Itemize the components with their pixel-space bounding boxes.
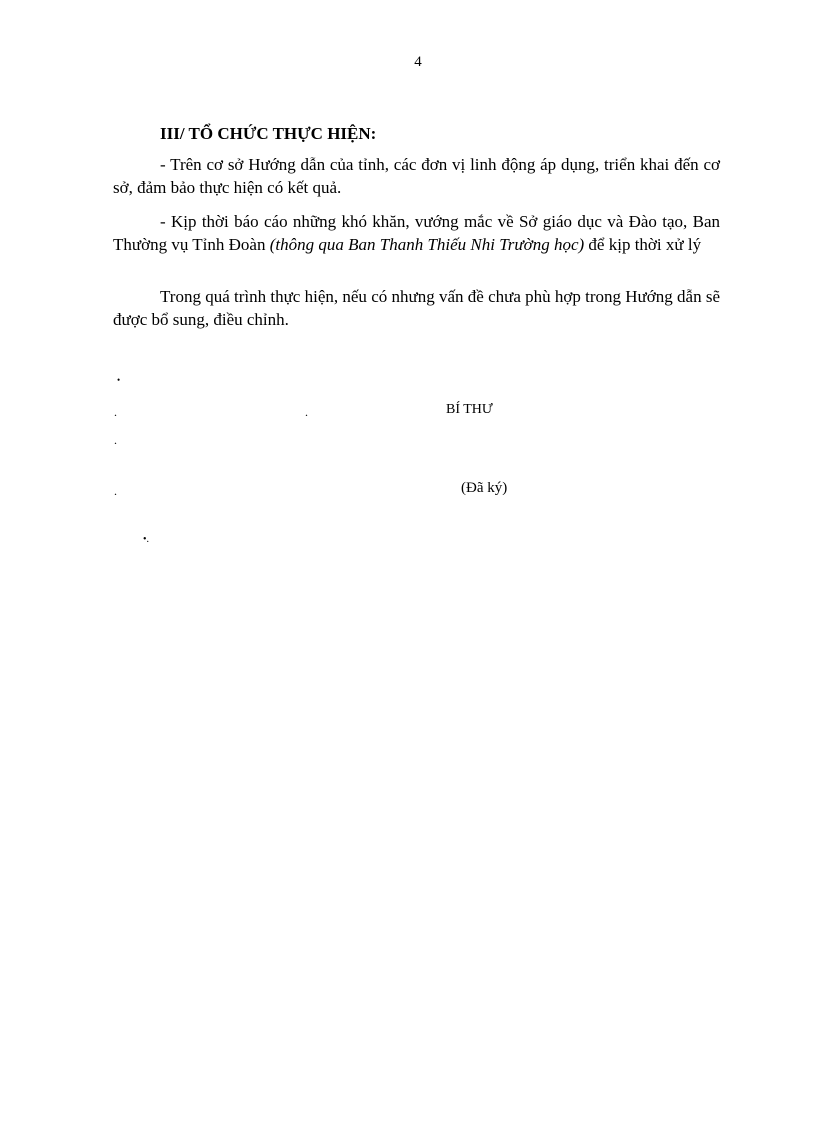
paragraph-adjustment-note: Trong quá trình thực hiện, nếu có nhưng vấn đề chưa phù hợp trong Hướng dẫn sẽ được bổ sung, điều chỉnh. bbox=[113, 287, 720, 329]
stray-dot-mark: . bbox=[305, 405, 308, 419]
signature-signed-note: (Đã ký) bbox=[461, 480, 508, 496]
stray-dot-mark: . bbox=[114, 405, 117, 419]
paragraph-guidance-application: - Trên cơ sở Hướng dẫn của tỉnh, các đơn vị linh động áp dụng, triển khai đến cơ sở, đảm bảo thực hiện có kết quả. bbox=[113, 155, 720, 197]
paragraph-timely-reporting-italic-note: (thông qua Ban Thanh Thiếu Nhi Trường học) bbox=[269, 235, 585, 254]
page-number: 4 bbox=[414, 54, 422, 70]
stray-dot-mark: . bbox=[114, 433, 117, 447]
signature-title: BÍ THƯ bbox=[446, 402, 493, 417]
paragraph-timely-reporting-text-end: để kịp thời xử lý bbox=[584, 235, 702, 254]
stray-dot-mark: •. bbox=[143, 534, 150, 545]
paragraph-timely-reporting bbox=[113, 210, 720, 256]
paragraph-timely-reporting-text-start: - Kịp thời báo cáo những khó khăn, vướng mắc về Sở giáo dục và Đào tạo, Ban Thường vụ Tỉnh Đoàn bbox=[113, 212, 720, 254]
section-heading: III/ TỔ CHỨC THỰC HIỆN: bbox=[160, 124, 377, 143]
stray-dot-mark: . bbox=[114, 484, 117, 498]
stray-dot-mark: • bbox=[117, 375, 121, 385]
